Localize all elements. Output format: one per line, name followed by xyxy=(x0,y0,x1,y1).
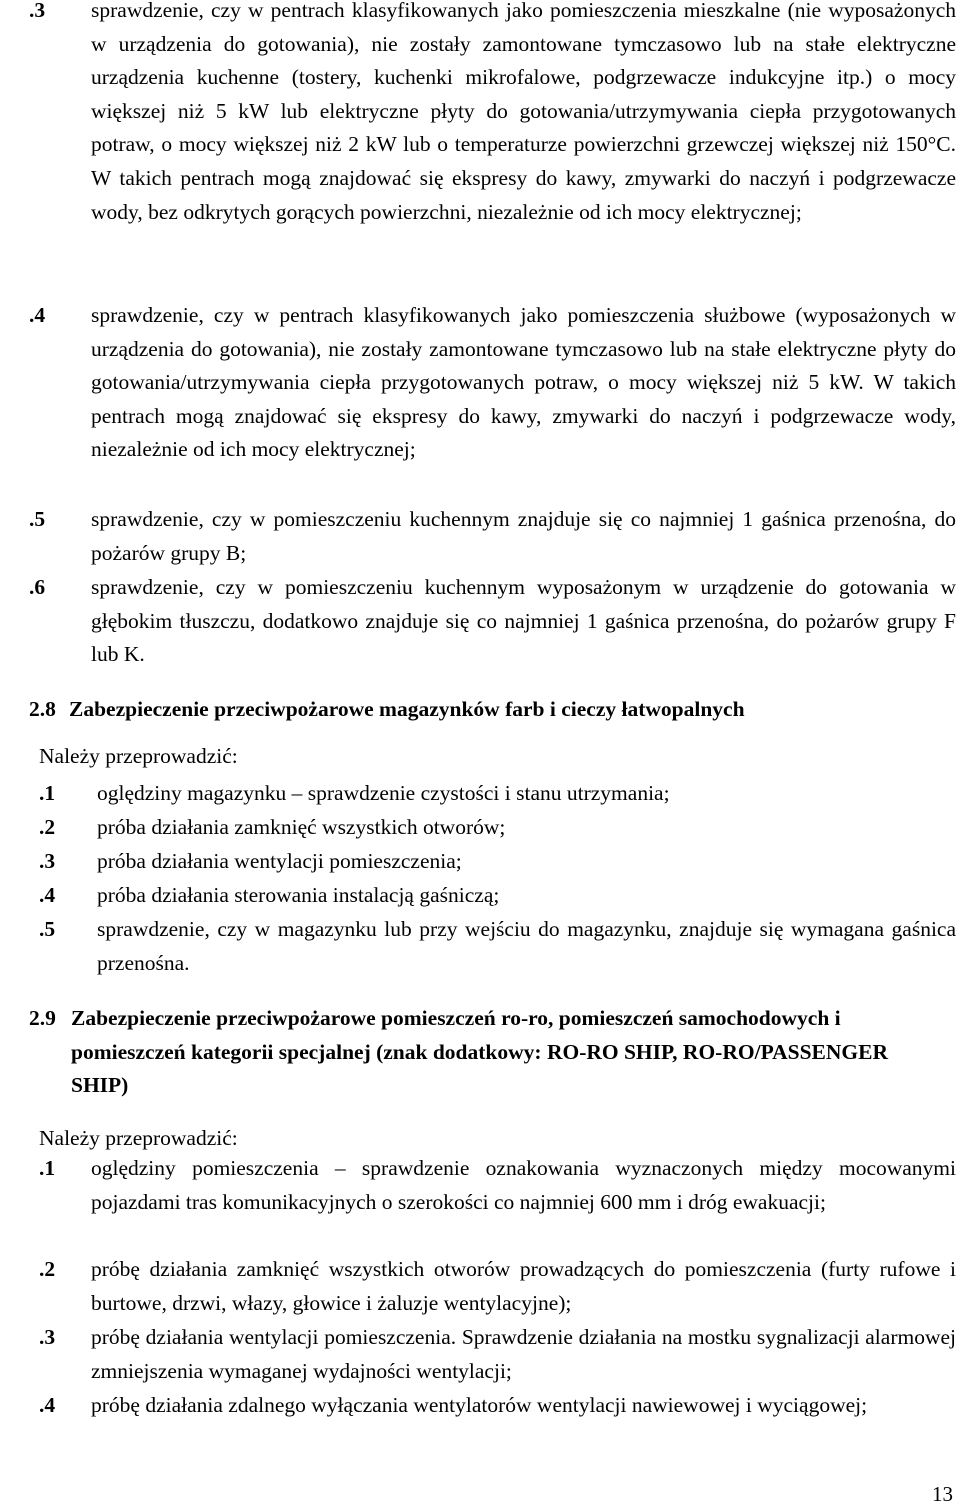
item-text: sprawdzenie, czy w pomieszczeniu kuchennym znajduje się co najmniej 1 gaśnica przenośna, do pożarów grupy B; xyxy=(91,507,956,565)
item-number: .2 xyxy=(39,815,56,839)
item-number: .6 xyxy=(29,575,46,599)
item-number: .4 xyxy=(39,1393,56,1417)
section-heading-2-9 xyxy=(29,1002,909,1103)
item-text: próba działania wentylacji pomieszczenia; xyxy=(97,849,462,873)
item-number: .1 xyxy=(39,1156,56,1180)
list-item xyxy=(39,845,956,879)
item-text: sprawdzenie, czy w pomieszczeniu kuchennym wyposażonym w urządzenie do gotowania w głębokim tłuszczu, dodatkowo znajduje się co najmniej 1 gaśnica przenośna, do pożarów grupy F lub K. xyxy=(91,575,956,667)
list-item xyxy=(39,913,956,980)
page-number: 13 xyxy=(932,1482,953,1506)
item-text: oględziny magazynku – sprawdzenie czystości i stanu utrzymania; xyxy=(97,781,670,805)
list-item xyxy=(39,1321,956,1388)
list-item xyxy=(39,1253,956,1320)
list-item xyxy=(39,811,956,845)
item-text: próbę działania wentylacji pomieszczenia. Sprawdzenie działania na mostku sygnalizacji alarmowej zmniejszenia wymaganej wydajności wentylacji; xyxy=(91,1325,956,1383)
item-text: oględziny pomieszczenia – sprawdzenie oznakowania wyznaczonych między mocowanymi pojazdami tras komunikacyjnych o szerokości co najmniej 600 mm i dróg ewakuacji; xyxy=(91,1156,956,1214)
item-number: .3 xyxy=(29,0,46,22)
item-text: próba działania sterowania instalacją gaśniczą; xyxy=(97,883,500,907)
item-number: .5 xyxy=(29,507,46,531)
item-number: .2 xyxy=(39,1257,56,1281)
item-text: sprawdzenie, czy w pentrach klasyfikowanych jako pomieszczenia mieszkalne (nie wyposażonych w urządzenia do gotowania), nie zostały zamontowane tymczasowo lub na stałe elektryczne urządzenia kuchenne (tostery, kuchenki mikrofalowe, podgrzewacze indukcyjne itp.) o mocy większej niż 5 kW lub elektryczne płyty do gotowania/utrzymywania ciepła przygotowanych potraw, o mocy większej niż 2 kW lub o temperaturze powierzchni grzewczej większej niż 150°C. W takich pentrach mogą znajdować się ekspresy do kawy, zmywarki do naczyń i podgrzewacze wody, bez odkrytych gorących powierzchni, niezależnie od ich mocy elektrycznej; xyxy=(91,0,956,224)
item-number: .5 xyxy=(39,917,56,941)
section-intro: Należy przeprowadzić: xyxy=(39,744,238,768)
list-item xyxy=(39,879,956,913)
list-item xyxy=(39,1152,956,1219)
section-intro: Należy przeprowadzić: xyxy=(39,1126,238,1150)
item-text: próbę działania zdalnego wyłączania wentylatorów wentylacji nawiewowej i wyciągowej; xyxy=(91,1393,868,1417)
list-item xyxy=(39,1389,956,1423)
section-heading-2-8 xyxy=(29,693,956,727)
item-text: próbę działania zamknięć wszystkich otworów prowadzących do pomieszczenia (furty rufowe i burtowe, drzwi, włazy, głowice i żaluzje wentylacyjne); xyxy=(91,1257,956,1315)
item-number: .3 xyxy=(39,849,56,873)
list-item xyxy=(29,0,956,229)
section-number: 2.9 xyxy=(29,1006,56,1030)
item-text: próba działania zamknięć wszystkich otworów; xyxy=(97,815,506,839)
list-item xyxy=(29,571,956,672)
list-item xyxy=(29,299,956,467)
item-text: sprawdzenie, czy w magazynku lub przy wejściu do magazynku, znajduje się wymagana gaśnica przenośna. xyxy=(97,917,956,975)
item-text: sprawdzenie, czy w pentrach klasyfikowanych jako pomieszczenia służbowe (wyposażonych w urządzenia do gotowania), nie zostały zamontowane tymczasowo lub na stałe elektryczne płyty do gotowania/utrzymywania ciepła przygotowanych potraw, o mocy większej niż 5 kW. W takich pentrach mogą znajdować się ekspresy do kawy, zmywarki do naczyń i podgrzewacze wody, niezależnie od ich mocy elektrycznej; xyxy=(91,303,956,462)
item-number: .4 xyxy=(29,303,46,327)
item-number: .1 xyxy=(39,781,56,805)
section-title: Zabezpieczenie przeciwpożarowe magazynków farb i cieczy łatwopalnych xyxy=(69,697,745,721)
item-number: .3 xyxy=(39,1325,56,1349)
list-item xyxy=(29,503,956,570)
list-item xyxy=(39,777,956,811)
section-title: Zabezpieczenie przeciwpożarowe pomieszczeń ro-ro, pomieszczeń samochodowych i pomieszczeń kategorii specjalnej (znak dodatkowy: RO-RO SHIP, RO-RO/PASSENGER SHIP) xyxy=(71,1006,888,1098)
section-number: 2.8 xyxy=(29,697,56,721)
item-number: .4 xyxy=(39,883,56,907)
